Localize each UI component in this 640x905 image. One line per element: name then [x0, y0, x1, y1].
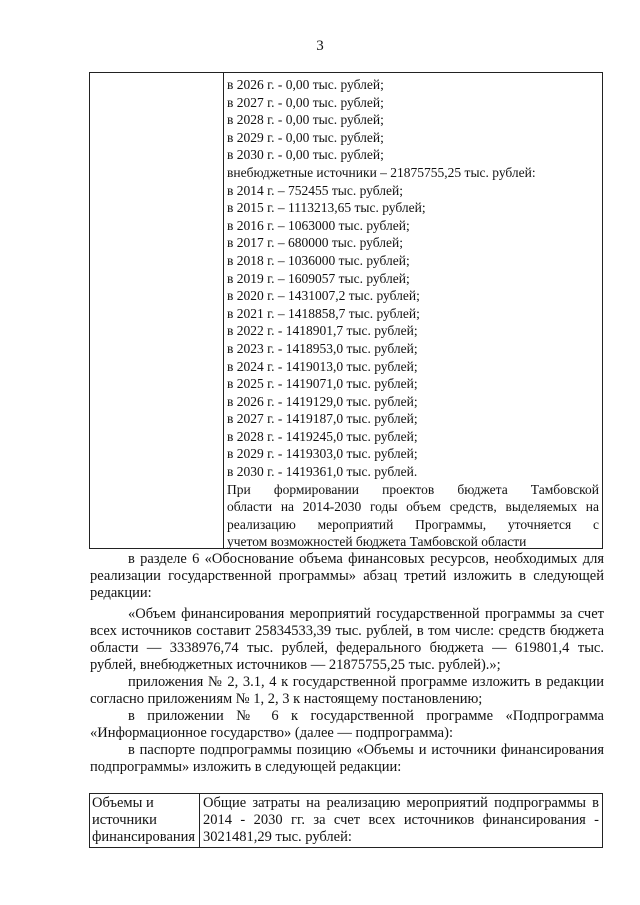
financing-line: в 2020 г. – 1431007,2 тыс. рублей; [227, 288, 420, 304]
budget-note-line: учетом возможностей бюджета Тамбовской области [227, 534, 527, 550]
body-text [90, 551, 604, 776]
financing-line: в 2029 г. - 0,00 тыс. рублей; [227, 129, 384, 145]
financing-line: в 2025 г. - 1419071,0 тыс. рублей; [227, 376, 418, 392]
table-right-cell [227, 76, 599, 551]
financing-line: в 2030 г. - 0,00 тыс. рублей; [227, 147, 384, 163]
financing-lines [227, 76, 599, 481]
financing-line: в 2027 г. - 0,00 тыс. рублей; [227, 94, 384, 110]
financing-line: внебюджетные источники – 21875755,25 тыс. рублей: [227, 164, 536, 180]
financing-line: в 2014 г. – 752455 тыс. рублей; [227, 182, 403, 198]
subprogram-passport-table [89, 793, 603, 848]
budget-note-line: реализацию мероприятий Программы, уточняется с [227, 516, 599, 532]
financing-line: в 2016 г. – 1063000 тыс. рублей; [227, 217, 410, 233]
financing-line: в 2018 г. – 1036000 тыс. рублей; [227, 252, 410, 268]
budget-note [227, 481, 599, 551]
table-left-cell-empty [90, 73, 224, 548]
financing-line: в 2024 г. - 1419013,0 тыс. рублей; [227, 358, 418, 374]
paragraph-section-6: в разделе 6 «Обоснование объема финансовых ресурсов, необходимых для реализации государственной программы» абзац третий изложить в следующей редакции: [90, 551, 604, 601]
passport-row-label: Объемы и источники финансирования [90, 794, 200, 847]
financing-line: в 2028 г. - 0,00 тыс. рублей; [227, 112, 384, 128]
financing-line: в 2015 г. – 1113213,65 тыс. рублей; [227, 200, 426, 216]
page-number: 3 [316, 38, 324, 54]
paragraph-appendix-6: в приложении № 6 к государственной программе «Подпрограмма «Информационное государство» (далее — подпрограмма): [90, 708, 604, 741]
paragraph-appendices: приложения № 2, 3.1, 4 к государственной программе изложить в редакции согласно приложениям № 1, 2, 3 к настоящему постановлению; [90, 674, 604, 707]
budget-note-line: При формировании проектов бюджета Тамбовской [227, 481, 599, 497]
paragraph-passport: в паспорте подпрограммы позицию «Объемы и источники финансирования подпрограммы» изложить в следующей редакции: [90, 742, 604, 775]
financing-line: в 2030 г. - 1419361,0 тыс. рублей. [227, 464, 418, 480]
financing-line: в 2028 г. - 1419245,0 тыс. рублей; [227, 428, 418, 444]
paragraph-quote-financing: «Объем финансирования мероприятий государственной программы за счет всех источников составит 25834533,39 тыс. рублей, в том числе: средств бюджета области — 3338976,74 тыс. рублей, федерального бюджета — 619801,4 тыс. рублей, внебюджетных источников — 21875755,25 тыс. рублей).»; [90, 606, 604, 673]
financing-line: в 2022 г. - 1418901,7 тыс. рублей; [227, 323, 418, 339]
budget-note-line: области на 2014-2030 годы объем средств, выделяемых на [227, 499, 599, 515]
financing-line: в 2019 г. – 1609057 тыс. рублей; [227, 270, 410, 286]
financing-line: в 2027 г. - 1419187,0 тыс. рублей; [227, 411, 418, 427]
financing-line: в 2029 г. - 1419303,0 тыс. рублей; [227, 446, 418, 462]
passport-row-value: Общие затраты на реализацию мероприятий подпрограммы в 2014 - 2030 гг. за счет всех источников финансирования - 3021481,29 тыс. рублей: [203, 795, 599, 845]
financing-line: в 2026 г. - 0,00 тыс. рублей; [227, 77, 384, 92]
financing-line: в 2017 г. – 680000 тыс. рублей; [227, 235, 403, 251]
financing-table-continued [89, 72, 603, 549]
financing-line: в 2023 г. - 1418953,0 тыс. рублей; [227, 340, 418, 356]
financing-line: в 2021 г. – 1418858,7 тыс. рублей; [227, 305, 420, 321]
financing-line: в 2026 г. - 1419129,0 тыс. рублей; [227, 393, 418, 409]
